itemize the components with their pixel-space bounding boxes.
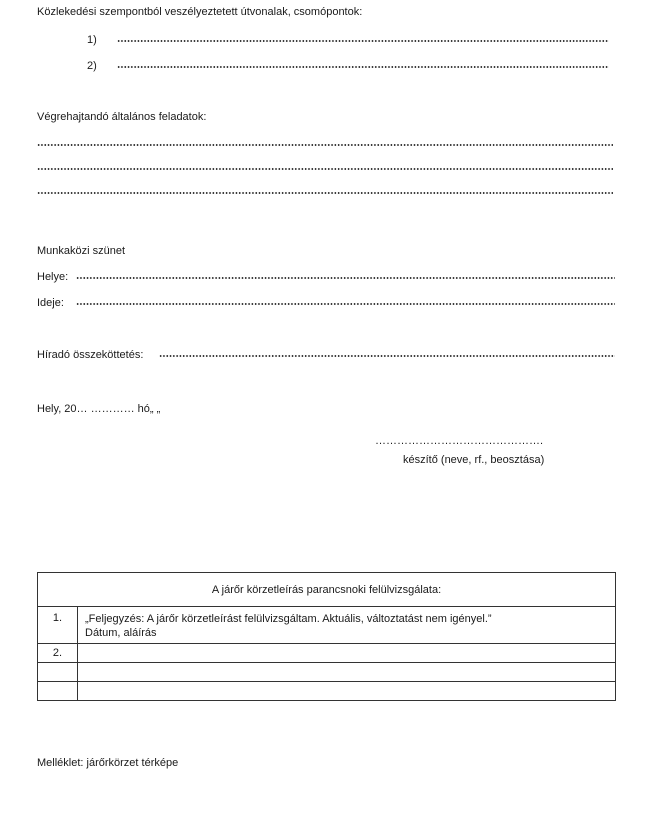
tasks-dotted-line-3 bbox=[37, 188, 613, 198]
comms-dotted-line bbox=[159, 351, 615, 361]
table-row bbox=[38, 607, 616, 644]
signature-caption: készítő (neve, rf., beosztása) bbox=[403, 454, 545, 466]
row-content bbox=[78, 644, 616, 663]
table-row bbox=[38, 682, 616, 701]
date-line: Hely, 20… ………… hó„ „ bbox=[37, 403, 161, 415]
attachment-note: Melléklet: járőrkörzet térképe bbox=[37, 757, 179, 769]
row-number bbox=[38, 682, 78, 701]
break-title: Munkaközi szünet bbox=[37, 245, 126, 257]
break-time-dotted-line bbox=[76, 299, 615, 309]
review-table-header: A járőr körzetleírás parancsnoki felülvizsgálata: bbox=[38, 573, 616, 607]
review-table bbox=[37, 572, 616, 701]
routes-label: Közlekedési szempontból veszélyeztetett útvonalak, csomópontok: bbox=[37, 6, 363, 18]
signature-dotted-line: ………………………………………. bbox=[375, 435, 544, 447]
row-number: 2. bbox=[38, 644, 78, 663]
review-date-signature: Dátum, aláírás bbox=[85, 627, 157, 639]
route-item-2-dotted-line bbox=[117, 62, 609, 72]
break-place-label: Helye: bbox=[37, 271, 69, 283]
table-row bbox=[38, 663, 616, 682]
row-content bbox=[78, 663, 616, 682]
row-number bbox=[38, 663, 78, 682]
comms-label: Híradó összeköttetés: bbox=[37, 349, 144, 361]
row-number: 1. bbox=[38, 607, 78, 644]
route-item-1-dotted-line bbox=[117, 36, 609, 46]
table-row bbox=[38, 644, 616, 663]
tasks-dotted-line-1 bbox=[37, 140, 613, 150]
row-content bbox=[78, 682, 616, 701]
break-place-dotted-line bbox=[76, 273, 615, 283]
review-note: „Feljegyzés: A járőr körzetleírást felülvizsgáltam. Aktuális, változtatást nem igényel.” bbox=[85, 613, 492, 625]
route-item-1-number: 1) bbox=[87, 34, 97, 46]
tasks-label: Végrehajtandó általános feladatok: bbox=[37, 111, 207, 123]
route-item-2-number: 2) bbox=[87, 60, 97, 72]
break-time-label: Ideje: bbox=[37, 297, 64, 309]
review-table-header-row bbox=[38, 573, 616, 607]
tasks-dotted-line-2 bbox=[37, 164, 613, 174]
row-content bbox=[78, 607, 616, 644]
